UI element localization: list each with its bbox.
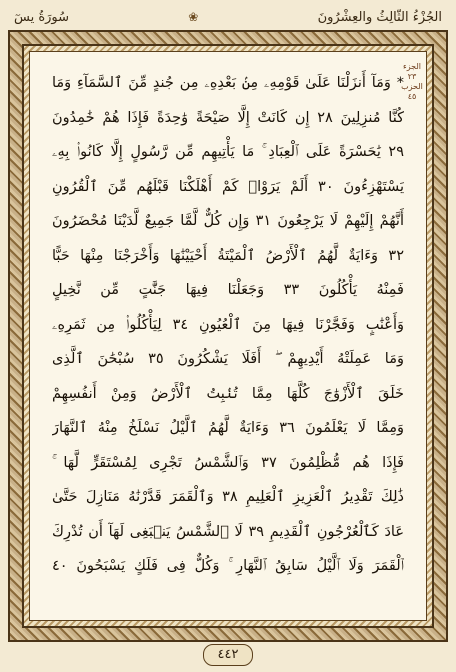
text-line: أَنَّهُمْ إِلَيْهِمْ لَا يَرْجِعُونَ ٣١ وَإِن كُلٌّ لَّمَّا جَمِيعٌ لَّدَيْنَا مُحْضَرُونَ bbox=[52, 213, 404, 229]
text-line: يَسْتَهْزِءُونَ ٣٠ أَلَمْ يَرَوْا۟ كَمْ أَهْلَكْنَا قَبْلَهُم مِّنَ ٱلْقُرُونِ bbox=[52, 178, 404, 195]
text-line: عَادَ كَٱلْعُرْجُونِ ٱلْقَدِيمِ ٣٩ لَا ٱلشَّمْسُ يَنۢبَغِى لَهَآ أَن تُدْرِكَ bbox=[52, 523, 404, 540]
juz-title: الجُزْءُ الثّالِثُ والعِشْرُونَ bbox=[317, 9, 442, 25]
quran-text bbox=[52, 66, 404, 610]
text-line: ذَٰلِكَ تَقْدِيرُ ٱلْعَزِيزِ ٱلْعَلِيمِ ٣٨ وَٱلْقَمَرَ قَدَّرْنَٰهُ مَنَازِلَ حَتَّىٰ bbox=[52, 489, 404, 505]
header-ornament-icon: ❀ bbox=[188, 10, 199, 24]
ornate-frame bbox=[8, 30, 448, 642]
hizb-marker-label: الحزب ٤٥ bbox=[401, 82, 423, 101]
text-line: وَأَعْنَٰبٍ وَفَجَّرْنَا فِيهَا مِنَ ٱلْعُيُونِ ٣٤ لِيَأْكُلُوا۟ مِن ثَمَرِهِۦ bbox=[52, 316, 404, 333]
frame-border bbox=[22, 44, 434, 628]
page-footer bbox=[0, 644, 456, 666]
surah-title: سُورَةُ يسٓ bbox=[14, 9, 70, 25]
text-line: وَمَا عَمِلَتْهُ أَيْدِيهِمْ ۖ أَفَلَا يَشْكُرُونَ ٣٥ سُبْحَٰنَ ٱلَّذِى bbox=[52, 351, 404, 367]
text-line: * وَمَآ أَنزَلْنَا عَلَىٰ قَوْمِهِۦ مِنۢ بَعْدِهِۦ مِن جُندٍ مِّنَ ٱلسَّمَآءِ وَمَا bbox=[52, 75, 404, 91]
text-line: ٣٢ وَءَايَةٌ لَّهُمُ ٱلْأَرْضُ ٱلْمَيْتَةُ أَحْيَيْنَٰهَا وَأَخْرَجْنَا مِنْهَا حَبًّا bbox=[52, 247, 404, 264]
text-line: كُنَّا مُنزِلِينَ ٢٨ إِن كَانَتْ إِلَّا صَيْحَةً وَٰحِدَةً فَإِذَا هُمْ خَٰمِدُونَ bbox=[52, 109, 404, 126]
text-line: وَمِمَّا لَا يَعْلَمُونَ ٣٦ وَءَايَةٌ لَّهُمُ ٱلَّيْلُ نَسْلَخُ مِنْهُ ٱلنَّهَارَ bbox=[52, 420, 404, 436]
text-line: فَإِذَا هُم مُّظْلِمُونَ ٣٧ وَٱلشَّمْسُ تَجْرِى لِمُسْتَقَرٍّ لَّهَا ۚ bbox=[52, 454, 404, 471]
juz-marker-label: الجزء ٢٣ bbox=[403, 62, 421, 81]
text-line: ٢٩ يَٰحَسْرَةً عَلَى ٱلْعِبَادِ ۚ مَا يَأْتِيهِم مِّن رَّسُولٍ إِلَّا كَانُوا۟ بِهِۦ bbox=[52, 144, 404, 160]
page-header bbox=[14, 6, 442, 28]
text-line: خَلَقَ ٱلْأَزْوَٰجَ كُلَّهَا مِمَّا تُنۢبِتُ ٱلْأَرْضُ وَمِنْ أَنفُسِهِمْ bbox=[52, 385, 404, 402]
text-line: فَمِنْهُ يَأْكُلُونَ ٣٣ وَجَعَلْنَا فِيهَا جَنَّٰتٍ مِّن نَّخِيلٍ bbox=[52, 282, 404, 298]
text-line: ٱلْقَمَرَ وَلَا ٱلَّيْلُ سَابِقُ ٱلنَّهَارِ ۚ وَكُلٌّ فِى فَلَكٍ يَسْبَحُونَ ٤٠ bbox=[52, 558, 404, 574]
text-area bbox=[29, 51, 427, 621]
page-number: ٤٤٢ bbox=[203, 644, 254, 666]
